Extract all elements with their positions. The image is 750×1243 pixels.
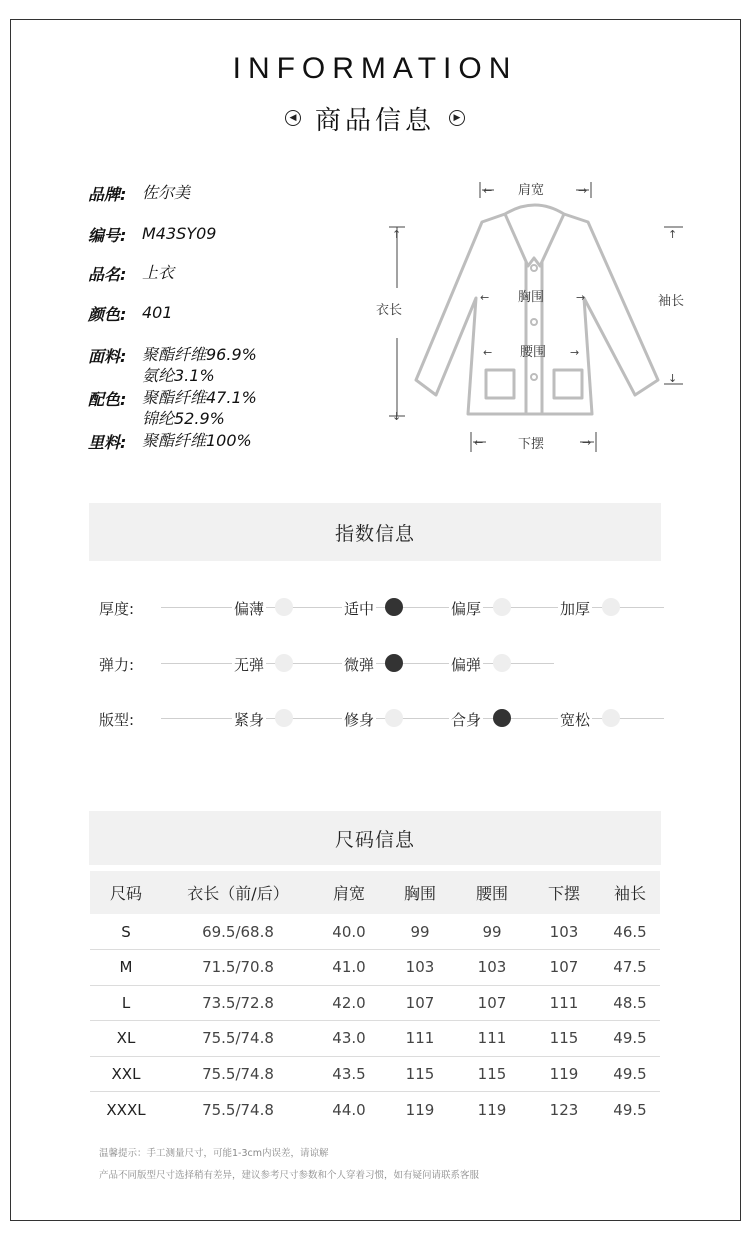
scale-dot — [275, 598, 293, 616]
scale-option: 紧身 — [234, 711, 265, 729]
scale-dot — [493, 598, 511, 616]
cell-size: XXL — [90, 1056, 162, 1092]
cell-size: S — [90, 914, 162, 950]
arrow-right-icon: → — [578, 184, 588, 197]
scale-label: 厚度: — [99, 600, 135, 618]
cell: 119 — [528, 1056, 600, 1092]
info-value: 上衣 — [142, 263, 175, 282]
scale-fit — [99, 703, 664, 733]
scale-option: 宽松 — [560, 711, 591, 729]
scale-dot — [602, 709, 620, 727]
arrow-up-icon: ↑ — [392, 228, 402, 241]
scale-dot — [385, 709, 403, 727]
measure-lines — [389, 182, 683, 452]
info-value-2: 氨纶3.1% — [142, 366, 215, 385]
garment-measure-diagram — [370, 170, 700, 460]
label-shoulder: 肩宽 — [518, 183, 545, 198]
info-key: 配色: — [88, 390, 127, 409]
table-row — [90, 1092, 660, 1128]
col-header: 胸围 — [384, 871, 456, 914]
scale-option: 适中 — [344, 600, 375, 618]
scale-dot-selected — [493, 709, 511, 727]
cell: 43.5 — [314, 1056, 384, 1092]
scale-dot — [602, 598, 620, 616]
label-waist: 腰围 — [520, 345, 547, 360]
title-chinese-row — [0, 98, 750, 138]
scale-dot — [275, 654, 293, 672]
label-length: 衣长 — [376, 303, 403, 318]
cell: 119 — [477, 1100, 507, 1119]
arrow-left-icon: ← — [483, 184, 493, 197]
arrow-glyphs — [392, 184, 677, 449]
arrow-right-icon: → — [582, 436, 592, 449]
cell: 44.0 — [332, 1100, 366, 1119]
label-sleeve: 袖长 — [658, 294, 685, 309]
col-header: 下摆 — [528, 871, 600, 914]
cell: 119 — [405, 1100, 435, 1119]
cell: 49.5 — [600, 1056, 660, 1092]
cell: 48.5 — [600, 985, 660, 1021]
arrow-left-icon: ← — [483, 346, 493, 359]
cell: 73.5/72.8 — [162, 985, 314, 1021]
cell: 75.5/74.8 — [162, 1056, 314, 1092]
scale-dot — [493, 654, 511, 672]
cell: 40.0 — [314, 914, 384, 950]
index-section-header: 指数信息 — [89, 503, 661, 561]
info-name — [88, 262, 174, 285]
note-line-1: 温馨提示：手工测量尺寸，可能1-3cm内误差，请谅解 — [99, 1148, 329, 1159]
info-value: 401 — [142, 303, 173, 322]
col-header: 衣长（前/后） — [162, 871, 314, 914]
arrow-right-icon: → — [570, 346, 580, 359]
cell: 111 — [384, 1021, 456, 1057]
table-row — [90, 985, 660, 1021]
info-trim — [88, 387, 257, 429]
cell: 42.0 — [314, 985, 384, 1021]
info-value: 聚酯纤维96.9% — [142, 345, 257, 364]
title-chinese: 商品信息 — [314, 105, 435, 136]
cell: 115 — [384, 1056, 456, 1092]
info-key: 颜色: — [88, 305, 127, 324]
cell: 103 — [384, 950, 456, 986]
info-value-2: 锦纶52.9% — [142, 409, 225, 428]
scale-option: 无弹 — [234, 656, 265, 674]
info-key: 里料: — [88, 433, 127, 452]
arrow-down-icon: ↓ — [668, 372, 678, 385]
shirt-outline-icon — [416, 205, 658, 414]
info-color — [88, 302, 173, 325]
info-lining — [88, 430, 252, 453]
arrow-right-icon: → — [576, 291, 586, 304]
note-line-2: 产品不同版型尺寸选择稍有差异，建议参考尺寸参数和个人穿着习惯，如有疑问请联系客服 — [99, 1170, 480, 1181]
info-brand — [88, 182, 190, 205]
cell: 41.0 — [314, 950, 384, 986]
info-key: 面料: — [88, 347, 127, 366]
cell-size: XXXL — [106, 1100, 146, 1119]
table-row — [90, 914, 660, 950]
col-header: 肩宽 — [314, 871, 384, 914]
arrow-left-icon: ← — [474, 436, 484, 449]
col-header: 袖长 — [600, 871, 660, 914]
info-key: 编号: — [88, 226, 127, 245]
arrow-left-circle-icon: ◀ — [285, 110, 301, 126]
cell: 103 — [528, 914, 600, 950]
cell: 107 — [528, 950, 600, 986]
scale-option: 微弹 — [344, 656, 375, 674]
cell: 75.5/74.8 — [202, 1100, 274, 1119]
size-table — [90, 871, 660, 1127]
label-hem: 下摆 — [518, 437, 545, 452]
cell: 71.5/70.8 — [162, 950, 314, 986]
arrow-left-icon: ← — [480, 291, 490, 304]
label-chest: 胸围 — [518, 290, 545, 305]
cell: 115 — [456, 1056, 528, 1092]
size-section-header: 尺码信息 — [89, 811, 661, 865]
col-header: 尺码 — [90, 871, 162, 914]
table-row — [90, 1021, 660, 1057]
cell: 111 — [456, 1021, 528, 1057]
scale-option: 合身 — [451, 711, 482, 729]
cell: 46.5 — [600, 914, 660, 950]
scale-option: 加厚 — [560, 600, 591, 618]
scale-label: 弹力: — [99, 656, 135, 674]
scale-thickness — [99, 592, 664, 622]
cell: 49.5 — [613, 1100, 647, 1119]
cell: 43.0 — [314, 1021, 384, 1057]
info-value: 聚酯纤维100% — [142, 431, 252, 450]
scale-option: 偏弹 — [451, 656, 482, 674]
arrow-up-icon: ↑ — [668, 228, 678, 241]
cell: 49.5 — [600, 1021, 660, 1057]
table-row — [90, 1056, 660, 1092]
cell: 115 — [528, 1021, 600, 1057]
cell: 111 — [528, 985, 600, 1021]
cell-size: XL — [90, 1021, 162, 1057]
scale-dot-selected — [385, 654, 403, 672]
button-dots — [531, 265, 537, 380]
info-value: M43SY09 — [142, 224, 217, 243]
cell: 103 — [456, 950, 528, 986]
info-value: 聚酯纤维47.1% — [142, 388, 257, 407]
cell: 47.5 — [600, 950, 660, 986]
scale-option: 修身 — [344, 711, 375, 729]
cell: 99 — [384, 914, 456, 950]
cell-size: M — [90, 950, 162, 986]
info-fabric — [88, 344, 257, 386]
cell: 75.5/74.8 — [162, 1021, 314, 1057]
info-code — [88, 223, 216, 246]
scale-option: 偏厚 — [451, 600, 482, 618]
col-header: 腰围 — [456, 871, 528, 914]
info-key: 品名: — [88, 265, 127, 284]
cell-size: L — [90, 985, 162, 1021]
info-value: 佐尔美 — [142, 183, 191, 202]
info-key: 品牌: — [88, 185, 127, 204]
cell: 99 — [456, 914, 528, 950]
arrow-down-icon: ↓ — [392, 410, 402, 423]
scale-dot — [275, 709, 293, 727]
cell: 107 — [384, 985, 456, 1021]
scale-elasticity — [99, 648, 664, 678]
cell: 69.5/68.8 — [162, 914, 314, 950]
cell: 107 — [456, 985, 528, 1021]
scale-label: 版型: — [99, 711, 135, 729]
size-table-header-row — [90, 871, 660, 914]
arrow-right-circle-icon: ▶ — [449, 110, 465, 126]
table-row — [90, 950, 660, 986]
scale-option: 偏薄 — [234, 600, 265, 618]
title-english: INFORMATION — [232, 52, 518, 85]
scale-dot-selected — [385, 598, 403, 616]
cell: 123 — [549, 1100, 579, 1119]
